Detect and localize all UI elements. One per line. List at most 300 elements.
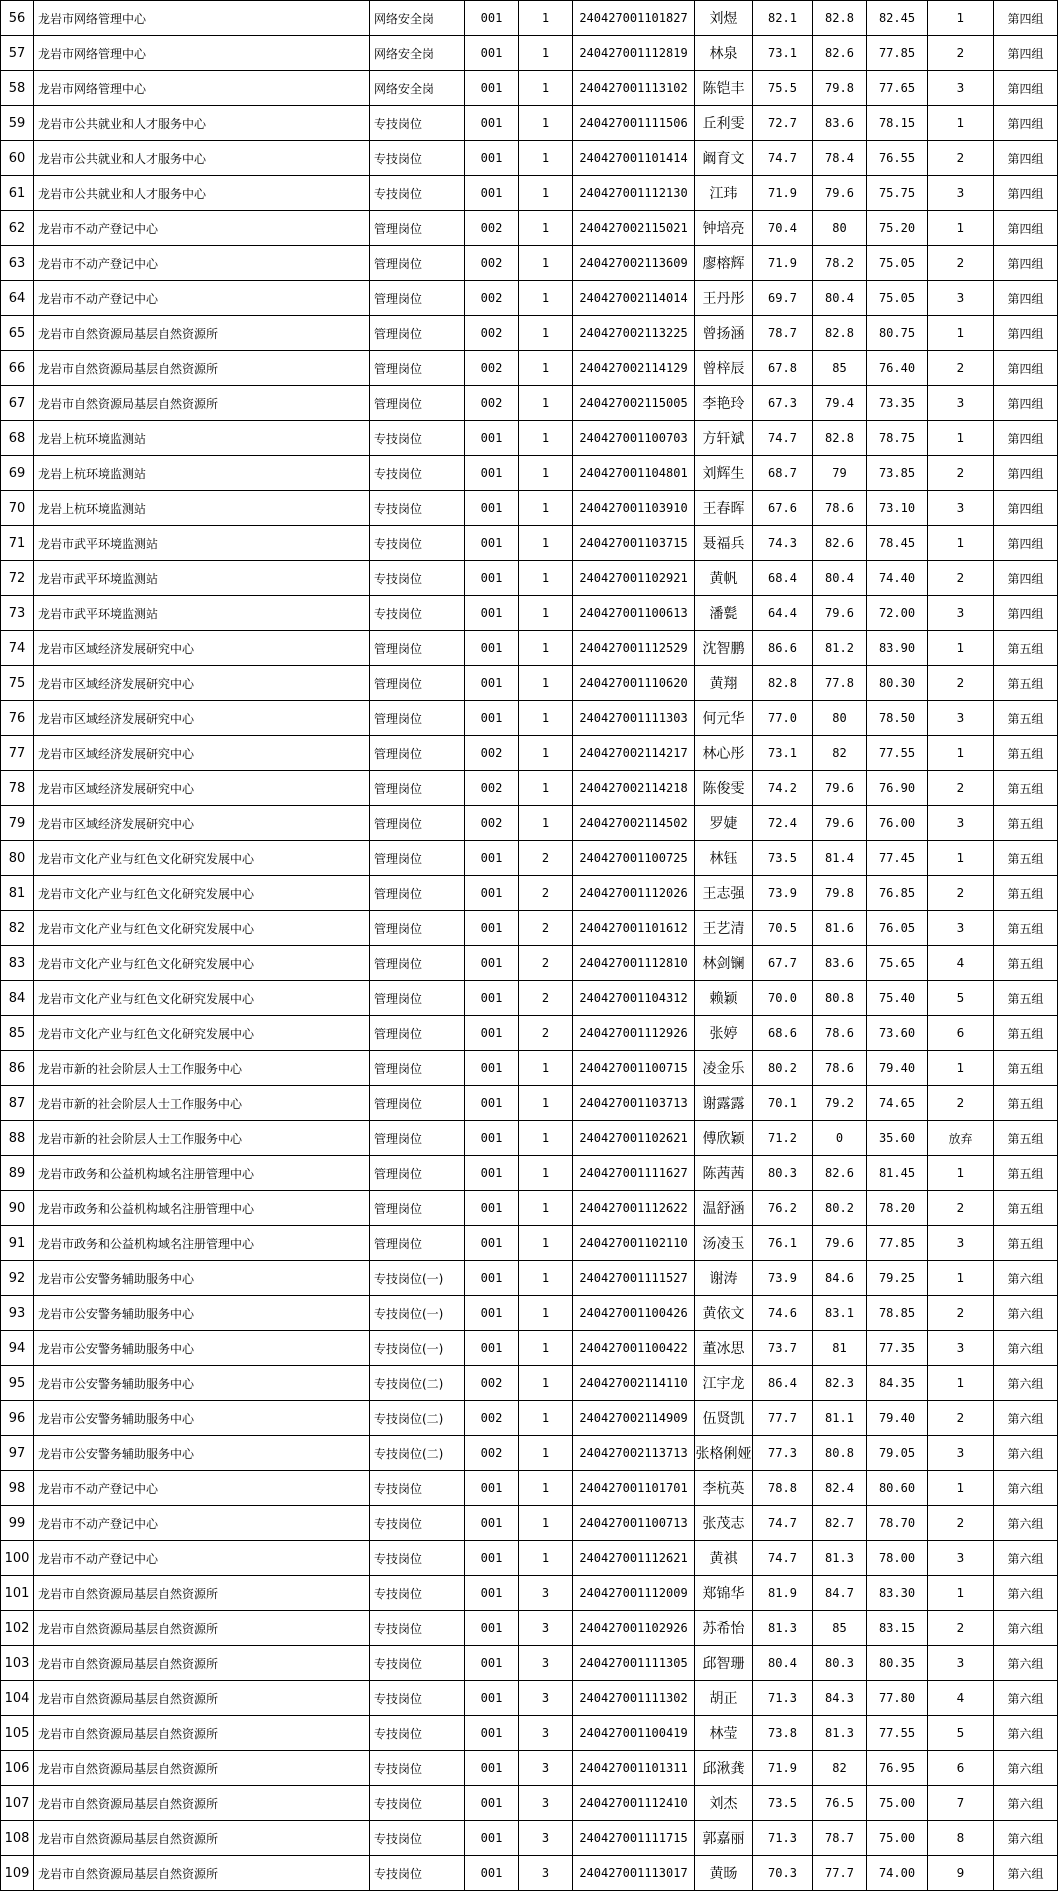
cell-written-score: 74.7 (753, 1506, 813, 1541)
cell-rank: 1 (928, 421, 994, 456)
cell-rank: 2 (928, 561, 994, 596)
cell-post-code: 001 (465, 141, 519, 176)
cell-hire-count: 1 (519, 1506, 573, 1541)
cell-post-name: 管理岗位 (370, 351, 465, 386)
table-row (1, 1471, 1058, 1506)
cell-post-name: 专技岗位(一) (370, 1261, 465, 1296)
cell-exam-id: 240427001103715 (573, 526, 695, 561)
cell-row-index: 57 (1, 36, 34, 71)
cell-exam-id: 240427002113609 (573, 246, 695, 281)
cell-post-code: 001 (465, 666, 519, 701)
cell-exam-id: 240427002115021 (573, 211, 695, 246)
cell-candidate-name: 张婷 (695, 1016, 753, 1051)
cell-rank: 1 (928, 526, 994, 561)
cell-post-name: 专技岗位 (370, 1506, 465, 1541)
cell-row-index: 109 (1, 1856, 34, 1891)
cell-employer: 龙岩市自然资源局基层自然资源所 (34, 316, 370, 351)
cell-row-index: 56 (1, 1, 34, 36)
cell-candidate-name: 胡正 (695, 1681, 753, 1716)
cell-total-score: 77.80 (867, 1681, 928, 1716)
cell-exam-id: 240427001112810 (573, 946, 695, 981)
cell-group: 第六组 (994, 1821, 1058, 1856)
cell-total-score: 78.15 (867, 106, 928, 141)
cell-row-index: 67 (1, 386, 34, 421)
cell-hire-count: 3 (519, 1716, 573, 1751)
cell-written-score: 77.3 (753, 1436, 813, 1471)
cell-candidate-name: 邱湫龚 (695, 1751, 753, 1786)
cell-candidate-name: 曾扬涵 (695, 316, 753, 351)
cell-hire-count: 1 (519, 1086, 573, 1121)
cell-group: 第六组 (994, 1296, 1058, 1331)
cell-row-index: 94 (1, 1331, 34, 1366)
cell-hire-count: 1 (519, 1471, 573, 1506)
cell-hire-count: 3 (519, 1786, 573, 1821)
cell-employer: 龙岩市文化产业与红色文化研究发展中心 (34, 946, 370, 981)
cell-employer: 龙岩市区域经济发展研究中心 (34, 806, 370, 841)
cell-row-index: 91 (1, 1226, 34, 1261)
cell-written-score: 74.7 (753, 141, 813, 176)
cell-employer: 龙岩市新的社会阶层人士工作服务中心 (34, 1121, 370, 1156)
cell-hire-count: 3 (519, 1856, 573, 1891)
cell-employer: 龙岩市公共就业和人才服务中心 (34, 141, 370, 176)
cell-row-index: 88 (1, 1121, 34, 1156)
cell-exam-id: 240427002114502 (573, 806, 695, 841)
cell-exam-id: 240427001110620 (573, 666, 695, 701)
cell-hire-count: 1 (519, 1331, 573, 1366)
cell-employer: 龙岩市公安警务辅助服务中心 (34, 1436, 370, 1471)
cell-employer: 龙岩市文化产业与红色文化研究发展中心 (34, 911, 370, 946)
table-row (1, 1261, 1058, 1296)
cell-group: 第五组 (994, 1051, 1058, 1086)
cell-rank: 5 (928, 981, 994, 1016)
cell-employer: 龙岩市自然资源局基层自然资源所 (34, 1646, 370, 1681)
cell-row-index: 99 (1, 1506, 34, 1541)
cell-candidate-name: 李杭英 (695, 1471, 753, 1506)
cell-exam-id: 240427001112926 (573, 1016, 695, 1051)
cell-interview-score: 82.3 (813, 1366, 867, 1401)
cell-interview-score: 78.6 (813, 1051, 867, 1086)
cell-post-name: 专技岗位 (370, 1646, 465, 1681)
cell-hire-count: 1 (519, 106, 573, 141)
table-row (1, 1366, 1058, 1401)
cell-interview-score: 80 (813, 211, 867, 246)
cell-exam-id: 240427001111506 (573, 106, 695, 141)
cell-row-index: 80 (1, 841, 34, 876)
cell-interview-score: 82.6 (813, 1156, 867, 1191)
cell-candidate-name: 廖榕辉 (695, 246, 753, 281)
cell-hire-count: 1 (519, 1541, 573, 1576)
table-row (1, 1156, 1058, 1191)
cell-post-name: 专技岗位 (370, 1716, 465, 1751)
cell-post-code: 001 (465, 1716, 519, 1751)
cell-total-score: 83.30 (867, 1576, 928, 1611)
cell-post-code: 001 (465, 981, 519, 1016)
cell-hire-count: 1 (519, 1121, 573, 1156)
cell-rank: 1 (928, 841, 994, 876)
cell-employer: 龙岩市不动产登记中心 (34, 1471, 370, 1506)
cell-group: 第五组 (994, 1226, 1058, 1261)
cell-total-score: 75.05 (867, 281, 928, 316)
cell-rank: 2 (928, 876, 994, 911)
cell-rank: 放弃 (928, 1121, 994, 1156)
cell-group: 第六组 (994, 1646, 1058, 1681)
cell-post-code: 001 (465, 1751, 519, 1786)
table-row (1, 491, 1058, 526)
cell-total-score: 78.20 (867, 1191, 928, 1226)
cell-interview-score: 82.6 (813, 36, 867, 71)
cell-employer: 龙岩市区域经济发展研究中心 (34, 736, 370, 771)
cell-employer: 龙岩市武平环境监测站 (34, 561, 370, 596)
cell-interview-score: 76.5 (813, 1786, 867, 1821)
cell-candidate-name: 傅欣颖 (695, 1121, 753, 1156)
table-row (1, 701, 1058, 736)
cell-row-index: 101 (1, 1576, 34, 1611)
cell-post-code: 002 (465, 386, 519, 421)
cell-written-score: 68.4 (753, 561, 813, 596)
cell-exam-id: 240427001101827 (573, 1, 695, 36)
cell-post-code: 002 (465, 316, 519, 351)
cell-row-index: 108 (1, 1821, 34, 1856)
cell-candidate-name: 林泉 (695, 36, 753, 71)
cell-rank: 3 (928, 911, 994, 946)
cell-rank: 2 (928, 36, 994, 71)
cell-group: 第五组 (994, 736, 1058, 771)
cell-row-index: 68 (1, 421, 34, 456)
table-row (1, 771, 1058, 806)
cell-total-score: 77.55 (867, 736, 928, 771)
cell-interview-score: 78.6 (813, 491, 867, 526)
table-row (1, 1821, 1058, 1856)
cell-group: 第六组 (994, 1471, 1058, 1506)
cell-candidate-name: 王志强 (695, 876, 753, 911)
cell-hire-count: 1 (519, 36, 573, 71)
cell-group: 第四组 (994, 421, 1058, 456)
cell-exam-id: 240427001102621 (573, 1121, 695, 1156)
cell-row-index: 62 (1, 211, 34, 246)
cell-rank: 2 (928, 1611, 994, 1646)
table-row (1, 1401, 1058, 1436)
cell-row-index: 77 (1, 736, 34, 771)
cell-candidate-name: 陈茜茜 (695, 1156, 753, 1191)
cell-row-index: 61 (1, 176, 34, 211)
cell-post-name: 管理岗位 (370, 316, 465, 351)
cell-interview-score: 80.8 (813, 981, 867, 1016)
cell-post-name: 专技岗位 (370, 491, 465, 526)
cell-employer: 龙岩市新的社会阶层人士工作服务中心 (34, 1051, 370, 1086)
cell-interview-score: 77.8 (813, 666, 867, 701)
cell-interview-score: 81.1 (813, 1401, 867, 1436)
cell-rank: 9 (928, 1856, 994, 1891)
cell-total-score: 80.75 (867, 316, 928, 351)
cell-post-code: 002 (465, 281, 519, 316)
cell-candidate-name: 林剑镧 (695, 946, 753, 981)
cell-total-score: 78.75 (867, 421, 928, 456)
table-row (1, 176, 1058, 211)
cell-written-score: 86.6 (753, 631, 813, 666)
cell-rank: 1 (928, 1051, 994, 1086)
cell-hire-count: 3 (519, 1681, 573, 1716)
cell-candidate-name: 林莹 (695, 1716, 753, 1751)
cell-exam-id: 240427001112819 (573, 36, 695, 71)
cell-exam-id: 240427001104312 (573, 981, 695, 1016)
cell-total-score: 75.40 (867, 981, 928, 1016)
cell-employer: 龙岩市公安警务辅助服务中心 (34, 1366, 370, 1401)
cell-post-code: 001 (465, 1646, 519, 1681)
cell-group: 第六组 (994, 1401, 1058, 1436)
cell-exam-id: 240427001113017 (573, 1856, 695, 1891)
cell-row-index: 76 (1, 701, 34, 736)
table-row (1, 1, 1058, 36)
cell-row-index: 79 (1, 806, 34, 841)
cell-exam-id: 240427001101701 (573, 1471, 695, 1506)
cell-hire-count: 1 (519, 281, 573, 316)
cell-interview-score: 79.2 (813, 1086, 867, 1121)
cell-written-score: 73.8 (753, 1716, 813, 1751)
cell-post-code: 001 (465, 176, 519, 211)
cell-row-index: 100 (1, 1541, 34, 1576)
cell-candidate-name: 陈铠丰 (695, 71, 753, 106)
cell-employer: 龙岩市自然资源局基层自然资源所 (34, 1786, 370, 1821)
cell-exam-id: 240427002114014 (573, 281, 695, 316)
results-table-body (1, 1, 1058, 1891)
cell-employer: 龙岩市文化产业与红色文化研究发展中心 (34, 876, 370, 911)
cell-employer: 龙岩市新的社会阶层人士工作服务中心 (34, 1086, 370, 1121)
table-row (1, 1051, 1058, 1086)
cell-total-score: 77.65 (867, 71, 928, 106)
cell-employer: 龙岩市自然资源局基层自然资源所 (34, 1856, 370, 1891)
cell-rank: 1 (928, 316, 994, 351)
cell-interview-score: 84.7 (813, 1576, 867, 1611)
cell-rank: 4 (928, 1681, 994, 1716)
cell-candidate-name: 曾梓辰 (695, 351, 753, 386)
table-row (1, 1576, 1058, 1611)
cell-post-code: 002 (465, 806, 519, 841)
cell-row-index: 92 (1, 1261, 34, 1296)
cell-candidate-name: 谢涛 (695, 1261, 753, 1296)
cell-candidate-name: 黄翔 (695, 666, 753, 701)
cell-interview-score: 81.3 (813, 1716, 867, 1751)
cell-interview-score: 82 (813, 736, 867, 771)
cell-employer: 龙岩市公共就业和人才服务中心 (34, 106, 370, 141)
cell-group: 第四组 (994, 106, 1058, 141)
cell-exam-id: 240427001112622 (573, 1191, 695, 1226)
cell-post-code: 001 (465, 561, 519, 596)
cell-written-score: 71.3 (753, 1681, 813, 1716)
cell-post-code: 002 (465, 246, 519, 281)
cell-hire-count: 1 (519, 211, 573, 246)
cell-total-score: 77.85 (867, 1226, 928, 1261)
cell-written-score: 74.7 (753, 1541, 813, 1576)
cell-hire-count: 1 (519, 1296, 573, 1331)
cell-post-code: 001 (465, 36, 519, 71)
cell-row-index: 71 (1, 526, 34, 561)
cell-group: 第五组 (994, 771, 1058, 806)
cell-row-index: 96 (1, 1401, 34, 1436)
cell-written-score: 71.3 (753, 1821, 813, 1856)
cell-candidate-name: 林心彤 (695, 736, 753, 771)
cell-employer: 龙岩市网络管理中心 (34, 71, 370, 106)
cell-exam-id: 240427001111305 (573, 1646, 695, 1681)
cell-candidate-name: 王丹彤 (695, 281, 753, 316)
cell-hire-count: 3 (519, 1751, 573, 1786)
cell-total-score: 77.35 (867, 1331, 928, 1366)
cell-group: 第四组 (994, 351, 1058, 386)
cell-group: 第五组 (994, 981, 1058, 1016)
cell-row-index: 95 (1, 1366, 34, 1401)
cell-total-score: 75.75 (867, 176, 928, 211)
cell-exam-id: 240427002115005 (573, 386, 695, 421)
cell-rank: 2 (928, 351, 994, 386)
cell-interview-score: 82.8 (813, 1, 867, 36)
cell-hire-count: 2 (519, 946, 573, 981)
cell-group: 第六组 (994, 1436, 1058, 1471)
cell-hire-count: 2 (519, 1016, 573, 1051)
cell-rank: 1 (928, 736, 994, 771)
cell-group: 第六组 (994, 1541, 1058, 1576)
cell-written-score: 67.8 (753, 351, 813, 386)
cell-hire-count: 2 (519, 841, 573, 876)
cell-group: 第五组 (994, 1086, 1058, 1121)
table-row (1, 316, 1058, 351)
table-row (1, 1331, 1058, 1366)
cell-rank: 3 (928, 1436, 994, 1471)
cell-interview-score: 84.3 (813, 1681, 867, 1716)
cell-post-code: 001 (465, 1051, 519, 1086)
cell-candidate-name: 刘煜 (695, 1, 753, 36)
cell-group: 第五组 (994, 806, 1058, 841)
cell-rank: 2 (928, 141, 994, 176)
cell-candidate-name: 李艳玲 (695, 386, 753, 421)
cell-exam-id: 240427001104801 (573, 456, 695, 491)
table-row (1, 351, 1058, 386)
cell-total-score: 79.25 (867, 1261, 928, 1296)
cell-exam-id: 240427001101414 (573, 141, 695, 176)
cell-post-code: 001 (465, 1226, 519, 1261)
cell-written-score: 67.6 (753, 491, 813, 526)
cell-exam-id: 240427001100703 (573, 421, 695, 456)
cell-hire-count: 3 (519, 1576, 573, 1611)
cell-exam-id: 240427002114129 (573, 351, 695, 386)
cell-post-name: 网络安全岗 (370, 1, 465, 36)
cell-employer: 龙岩市公安警务辅助服务中心 (34, 1296, 370, 1331)
cell-post-name: 管理岗位 (370, 246, 465, 281)
cell-rank: 2 (928, 456, 994, 491)
cell-group: 第五组 (994, 666, 1058, 701)
cell-group: 第四组 (994, 211, 1058, 246)
cell-interview-score: 81.6 (813, 911, 867, 946)
cell-written-score: 73.5 (753, 841, 813, 876)
cell-written-score: 80.4 (753, 1646, 813, 1681)
table-row (1, 1226, 1058, 1261)
cell-post-name: 专技岗位 (370, 526, 465, 561)
cell-total-score: 82.45 (867, 1, 928, 36)
cell-group: 第四组 (994, 491, 1058, 526)
cell-post-name: 管理岗位 (370, 771, 465, 806)
cell-exam-id: 240427001111302 (573, 1681, 695, 1716)
cell-candidate-name: 阚育文 (695, 141, 753, 176)
cell-candidate-name: 黄帆 (695, 561, 753, 596)
cell-hire-count: 1 (519, 1401, 573, 1436)
cell-post-name: 管理岗位 (370, 1016, 465, 1051)
cell-post-name: 管理岗位 (370, 736, 465, 771)
cell-rank: 2 (928, 1086, 994, 1121)
cell-exam-id: 240427001102110 (573, 1226, 695, 1261)
cell-total-score: 76.05 (867, 911, 928, 946)
cell-total-score: 76.55 (867, 141, 928, 176)
cell-written-score: 73.9 (753, 876, 813, 911)
cell-interview-score: 79.6 (813, 771, 867, 806)
cell-post-name: 网络安全岗 (370, 71, 465, 106)
cell-written-score: 74.7 (753, 421, 813, 456)
cell-row-index: 66 (1, 351, 34, 386)
cell-candidate-name: 罗婕 (695, 806, 753, 841)
cell-employer: 龙岩市不动产登记中心 (34, 281, 370, 316)
cell-employer: 龙岩市区域经济发展研究中心 (34, 771, 370, 806)
cell-written-score: 74.3 (753, 526, 813, 561)
cell-rank: 5 (928, 1716, 994, 1751)
cell-interview-score: 80.8 (813, 1436, 867, 1471)
cell-row-index: 97 (1, 1436, 34, 1471)
cell-hire-count: 1 (519, 1261, 573, 1296)
table-row (1, 1751, 1058, 1786)
cell-employer: 龙岩市自然资源局基层自然资源所 (34, 351, 370, 386)
cell-group: 第六组 (994, 1611, 1058, 1646)
cell-post-code: 001 (465, 1506, 519, 1541)
cell-written-score: 78.8 (753, 1471, 813, 1506)
table-row (1, 246, 1058, 281)
cell-row-index: 93 (1, 1296, 34, 1331)
cell-exam-id: 240427001101311 (573, 1751, 695, 1786)
cell-rank: 3 (928, 491, 994, 526)
cell-post-name: 专技岗位 (370, 1541, 465, 1576)
cell-total-score: 73.60 (867, 1016, 928, 1051)
cell-total-score: 77.45 (867, 841, 928, 876)
cell-hire-count: 1 (519, 736, 573, 771)
cell-rank: 3 (928, 281, 994, 316)
cell-interview-score: 79.4 (813, 386, 867, 421)
cell-post-name: 专技岗位 (370, 1576, 465, 1611)
cell-rank: 1 (928, 631, 994, 666)
cell-group: 第四组 (994, 246, 1058, 281)
cell-written-score: 71.9 (753, 176, 813, 211)
cell-interview-score: 79 (813, 456, 867, 491)
cell-interview-score: 84.6 (813, 1261, 867, 1296)
cell-hire-count: 1 (519, 806, 573, 841)
cell-employer: 龙岩市自然资源局基层自然资源所 (34, 1716, 370, 1751)
cell-candidate-name: 谢露露 (695, 1086, 753, 1121)
cell-hire-count: 1 (519, 561, 573, 596)
cell-interview-score: 80.4 (813, 561, 867, 596)
cell-post-code: 001 (465, 421, 519, 456)
cell-post-name: 专技岗位(一) (370, 1331, 465, 1366)
cell-exam-id: 240427001111303 (573, 701, 695, 736)
cell-post-name: 专技岗位 (370, 1751, 465, 1786)
cell-group: 第四组 (994, 561, 1058, 596)
cell-exam-id: 240427001112621 (573, 1541, 695, 1576)
cell-candidate-name: 沈智鹏 (695, 631, 753, 666)
cell-interview-score: 81 (813, 1331, 867, 1366)
cell-post-name: 专技岗位 (370, 1821, 465, 1856)
cell-candidate-name: 张茂志 (695, 1506, 753, 1541)
cell-candidate-name: 刘辉生 (695, 456, 753, 491)
cell-group: 第五组 (994, 1016, 1058, 1051)
table-row (1, 596, 1058, 631)
cell-rank: 2 (928, 771, 994, 806)
cell-employer: 龙岩市自然资源局基层自然资源所 (34, 1821, 370, 1856)
cell-employer: 龙岩市政务和公益机构域名注册管理中心 (34, 1156, 370, 1191)
cell-row-index: 86 (1, 1051, 34, 1086)
cell-rank: 3 (928, 596, 994, 631)
